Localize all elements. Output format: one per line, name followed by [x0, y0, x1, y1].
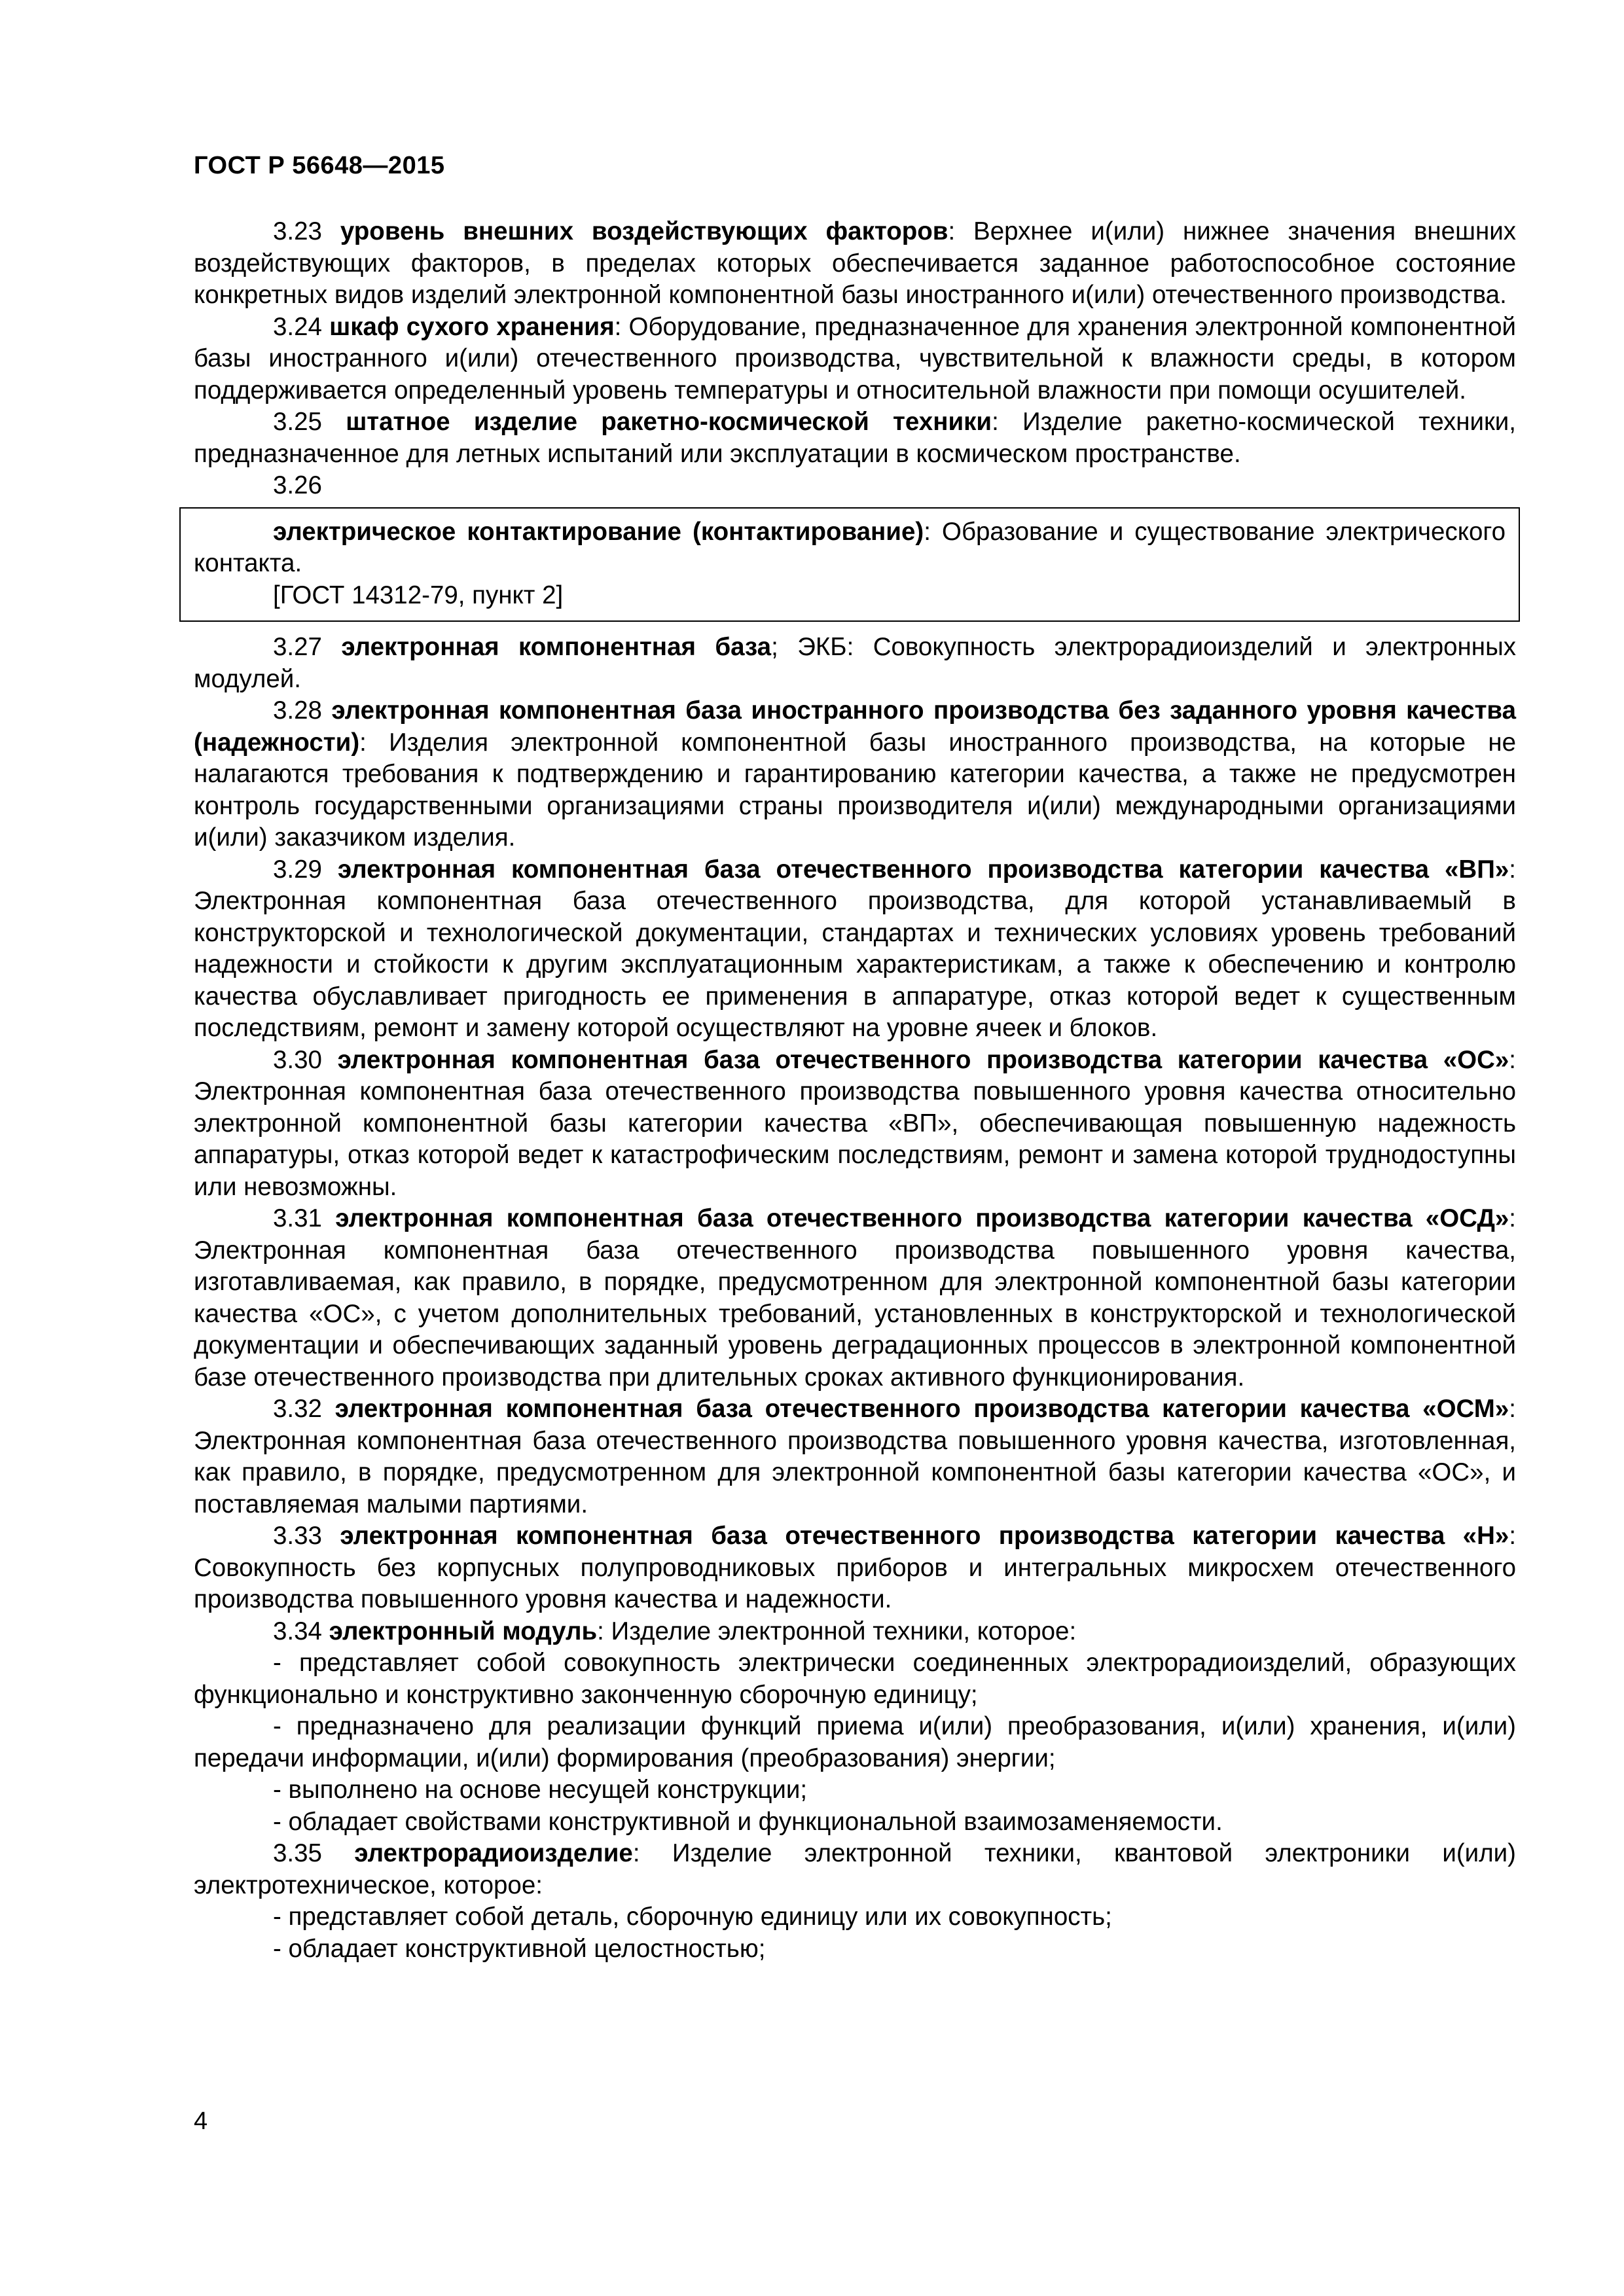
entry-3-31 — [194, 1203, 1516, 1393]
list-item: - представляет собой деталь, сборочную единицу или их совокупность; — [273, 1903, 1112, 1931]
entry-number: 3.29 — [273, 855, 322, 884]
entry-number: 3.23 — [273, 217, 322, 245]
entry-definition: ; ЭКБ: Совокупность электрорадиоизделий и электронных модулей. — [194, 633, 1516, 693]
list-item: - представляет собой совокупность электрически соединенных электрорадиоизделий, образующих функционально и конструктивно законченную сборочную единицу; — [194, 1649, 1516, 1709]
entry-number: 3.34 — [273, 1617, 322, 1645]
document-body — [194, 216, 1516, 1965]
entry-definition: : Изделие электронной техники, квантовой электроники и(или) электротехническое, которое: — [194, 1839, 1516, 1899]
entry-term: электронная компонентная база отечественного производства категории качества «ВП» — [337, 855, 1509, 884]
entry-3-32 — [194, 1393, 1516, 1520]
entry-definition: : Верхнее и(или) нижнее значения внешних воздействующих факторов, в пределах которых обеспечивается заданное работоспособное состояние конкретных видов изделий электронной компонентной базы иностранного и(или) отечественного производства. — [194, 217, 1516, 309]
entry-3-26 — [194, 470, 1516, 502]
entry-number: 3.31 — [273, 1204, 322, 1232]
entry-definition: : Электронная компонентная база отечественного производства, для которой устанавливаемый в конструкторской и технологической документации, стандартах и технических условиях уровень требований надежности и стойкости к другим эксплуатационным характеристикам, а также к обеспечению и контролю качества обуславливает пригодность ее применения в аппаратуре, отказ которой ведет к существенным последствиям, ремонт и замену которой осуществляют на уровне ячеек и блоков. — [194, 855, 1516, 1042]
entry-3-35 — [194, 1838, 1516, 1901]
entry-number: 3.28 — [273, 696, 322, 725]
boxed-reference: [ГОСТ 14312-79, пункт 2] — [273, 581, 564, 609]
entry-3-30 — [194, 1045, 1516, 1204]
entry-definition: : Электронная компонентная база отечественного производства повышенного уровня качества, изготавливаемая, как правило, в порядке, предусмотренном для электронной компонентной базы категории качества «ОС», с учетом дополнительных требований, установленных в конструкторской и технологической документации и обеспечивающих заданный уровень деградационных процессов в электронной компонентной базе отечественного производства при длительных сроках активного функционирования. — [194, 1204, 1516, 1391]
entry-number: 3.27 — [273, 633, 322, 661]
entry-3-24 — [194, 312, 1516, 407]
entry-term: электрическое контактирование (контактирование) — [273, 517, 924, 546]
entry-term: электрорадиоизделие — [354, 1839, 633, 1867]
entry-3-23 — [194, 216, 1516, 312]
entry-definition: : Электронная компонентная база отечественного производства повышенного уровня качества относительно электронной компонентной базы категории качества «ВП», обеспечивающая повышенную надежность аппаратуры, отказ которой ведет к катастрофическим последствиям, ремонт и замена которой труднодоступны или невозможны. — [194, 1045, 1516, 1201]
entry-3-34 — [194, 1616, 1516, 1648]
entry-number: 3.25 — [273, 408, 322, 436]
entry-number: 3.35 — [273, 1839, 322, 1867]
entry-3-29 — [194, 854, 1516, 1045]
document-header: ГОСТ Р 56648—2015 — [194, 152, 445, 179]
entry-number: 3.24 — [273, 312, 322, 341]
entry-3-28 — [194, 695, 1516, 854]
list-item: - предназначено для реализации функций приема и(или) преобразования, и(или) хранения, и(или) передачи информации, и(или) формирования (преобразования) энергии; — [194, 1712, 1516, 1772]
entry-number: 3.30 — [273, 1045, 322, 1074]
entry-definition: : Оборудование, предназначенное для хранения электронной компонентной базы иностранного и(или) отечественного производства, чувствительной к влажности среды, в котором поддерживается определенный уровень температуры и относительной влажности при помощи осушителей. — [194, 312, 1516, 404]
entry-term: электронная компонентная база отечественного производства категории качества «ОСД» — [335, 1204, 1509, 1232]
entry-number: 3.26 — [273, 471, 322, 499]
boxed-definition — [179, 507, 1520, 622]
entry-3-27 — [194, 632, 1516, 695]
entry-definition: : Изделие ракетно-космической техники, предназначенное для летных испытаний или эксплуатации в космическом пространстве. — [194, 408, 1517, 468]
entry-definition: : Изделие электронной техники, которое: — [597, 1617, 1077, 1645]
entry-term: электронная компонентная база — [341, 633, 772, 661]
list-item: - обладает свойствами конструктивной и функциональной взаимозаменяемости. — [273, 1807, 1223, 1836]
entry-definition: : Образование и существование электрического контакта. — [194, 517, 1506, 577]
page-number: 4 — [194, 2108, 208, 2135]
list-item: - выполнено на основе несущей конструкции; — [273, 1776, 808, 1804]
entry-term: электронная компонентная база отечественного производства категории качества «Н» — [340, 1522, 1509, 1550]
entry-definition: : Изделия электронной компонентной базы иностранного производства, на которые не налагаются требования к подтверждению и гарантированию категории качества, а также не предусмотрен контроль государственными организациями страны производителя и(или) международными организациями и(или) заказчиком изделия. — [194, 728, 1516, 852]
entry-term: электронная компонентная база иностранного производства без заданного уровня качества (надежности) — [194, 696, 1516, 757]
boxed-entry — [194, 516, 1506, 580]
entry-number: 3.32 — [273, 1395, 322, 1423]
entry-number: 3.33 — [273, 1522, 322, 1550]
entry-term: электронная компонентная база отечественного производства категории качества «ОС» — [337, 1045, 1509, 1074]
entry-term: уровень внешних воздействующих факторов — [340, 217, 948, 245]
entry-definition: : Электронная компонентная база отечественного производства повышенного уровня качества, изготовленная, как правило, в порядке, предусмотренном для электронной компонентной базы категории качества «ОС», и поставляемая малыми партиями. — [194, 1395, 1516, 1518]
entry-3-25 — [194, 406, 1516, 470]
entry-term: электронная компонентная база отечественного производства категории качества «ОСМ» — [334, 1395, 1509, 1423]
entry-term: штатное изделие ракетно-космической техники — [346, 408, 992, 436]
list-item: - обладает конструктивной целостностью; — [273, 1934, 766, 1963]
entry-term: электронный модуль — [329, 1617, 598, 1645]
entry-3-33 — [194, 1520, 1516, 1616]
entry-definition: : Совокупность без корпусных полупроводниковых приборов и интегральных микросхем отечественного производства повышенного уровня качества и надежности. — [194, 1522, 1517, 1613]
entry-term: шкаф сухого хранения — [329, 312, 615, 341]
